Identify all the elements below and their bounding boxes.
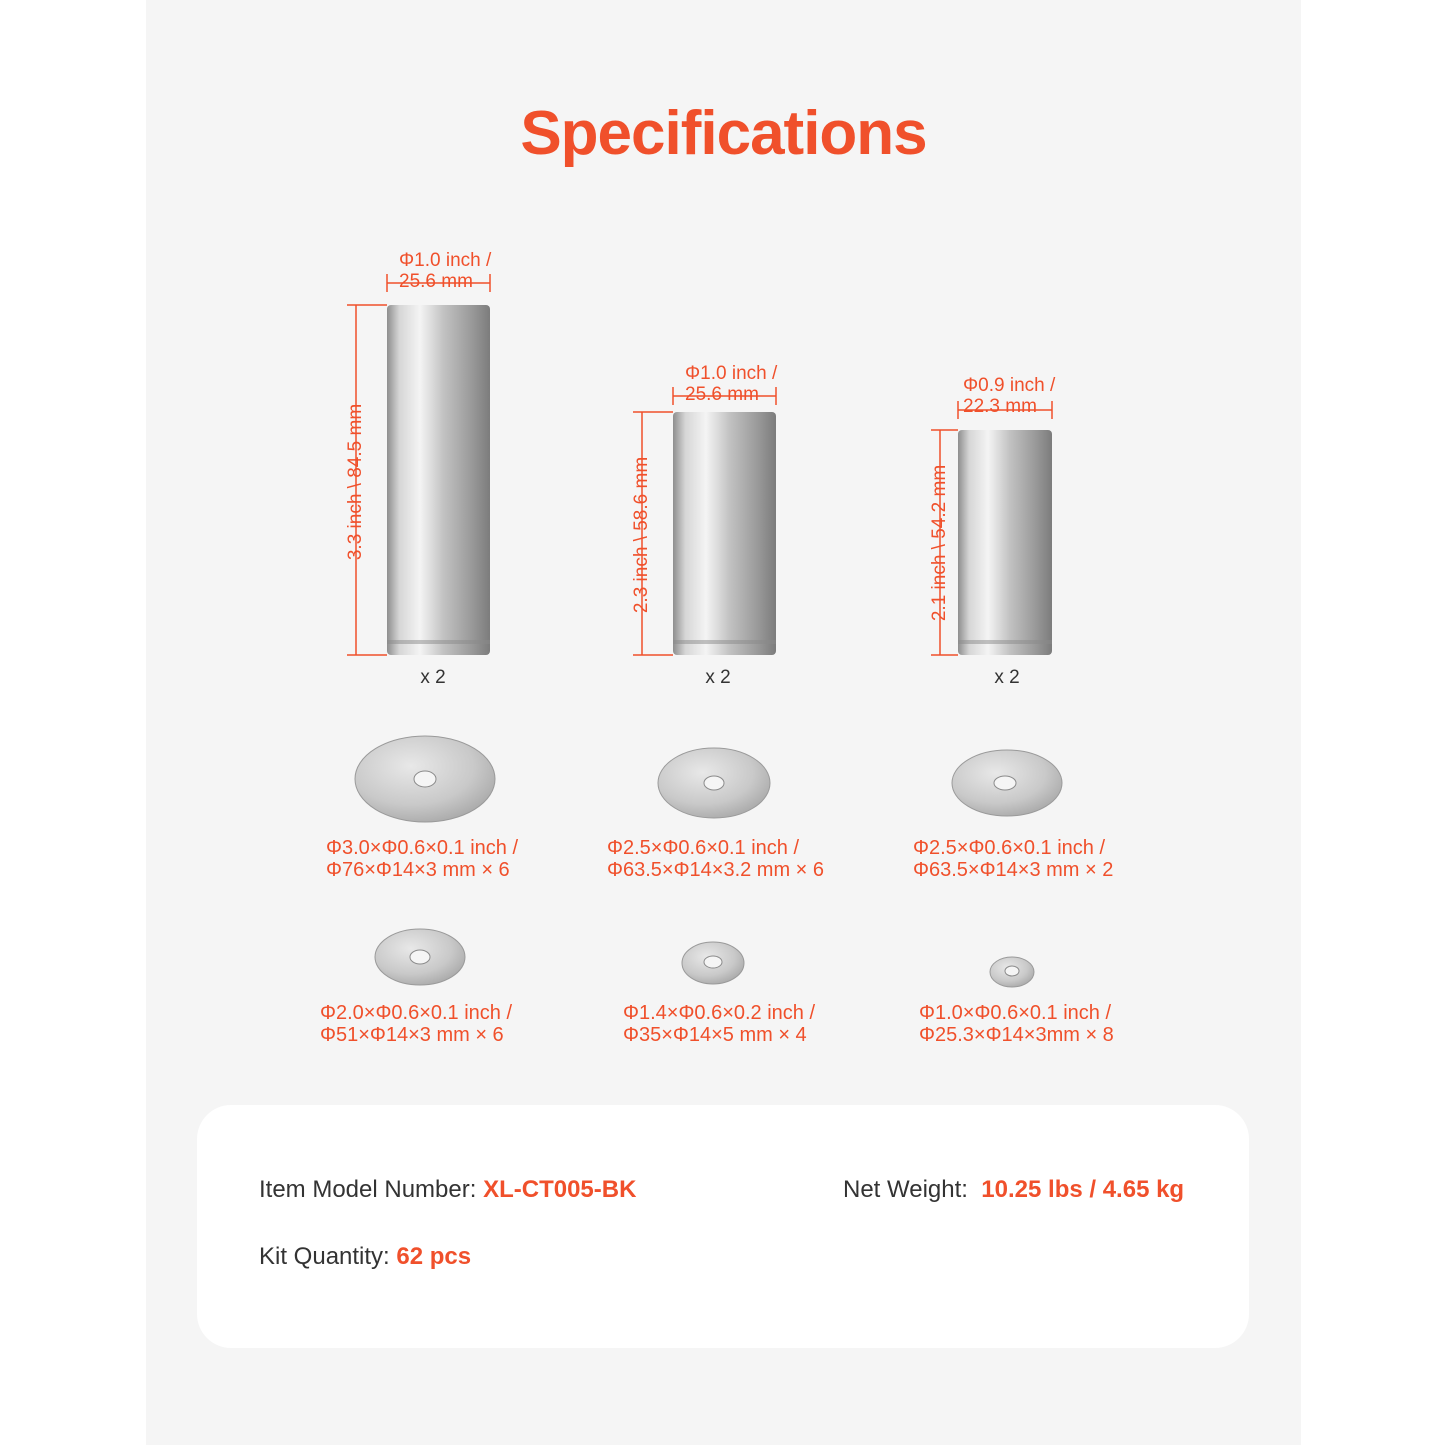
washer-51mm-label-line2: Φ51×Φ14×3 mm × 6: [320, 1024, 504, 1046]
tube-medium-height-label: 2.3 inch \ 58.6 mm: [631, 456, 652, 614]
washer-63-5mm-b-label: [913, 837, 1113, 881]
washer-51mm: [375, 929, 465, 985]
washer-25-3mm-label-line2: Φ25.3×Φ14×3mm × 8: [919, 1024, 1114, 1046]
kit-quantity-row: [259, 1243, 471, 1271]
tube-medium-diameter-label: [685, 363, 777, 405]
washer-63-5mm-b-label-line1: Φ2.5×Φ0.6×0.1 inch /: [913, 837, 1106, 859]
net-weight-label: Net Weight:: [843, 1176, 975, 1203]
washer-76mm-label-line2: Φ76×Φ14×3 mm × 6: [326, 859, 510, 881]
washer-35mm-label-line2: Φ35×Φ14×5 mm × 4: [623, 1024, 807, 1046]
tube-medium-diameter-line2: 25.6 mm: [685, 384, 759, 405]
tube-small: [958, 430, 1052, 655]
washer-25-3mm: [990, 957, 1034, 987]
washer-63-5mm-b-label-line2: Φ63.5×Φ14×3 mm × 2: [913, 859, 1114, 881]
model-number-value: XL-CT005-BK: [483, 1176, 637, 1203]
tube-large-diameter-line2: 25.6 mm: [399, 271, 473, 292]
tube-medium-diameter-line1: Φ1.0 inch /: [685, 363, 778, 384]
model-number-label: Item Model Number:: [259, 1176, 484, 1203]
tube-large-diameter-line1: Φ1.0 inch /: [399, 250, 492, 271]
tube-large-diameter-label: [399, 250, 491, 292]
washer-35mm: [682, 942, 744, 984]
kit-quantity-label: Kit Quantity:: [259, 1243, 397, 1270]
washer-51mm-label: [320, 1002, 512, 1046]
net-weight-value: 10.25 lbs / 4.65 kg: [981, 1176, 1185, 1203]
tube-small-diameter-line1: Φ0.9 inch /: [963, 375, 1056, 396]
washer-51mm-label-line1: Φ2.0×Φ0.6×0.1 inch /: [320, 1002, 513, 1024]
tube-medium-qty: x 2: [705, 667, 731, 688]
tube-large: [387, 305, 490, 655]
washer-35mm-label-line1: Φ1.4×Φ0.6×0.2 inch /: [623, 1002, 816, 1024]
washer-76mm: [355, 736, 495, 822]
tube-small-qty: x 2: [994, 667, 1020, 688]
net-weight-row: [843, 1176, 1184, 1204]
model-number-row: [259, 1176, 636, 1204]
tube-small-diameter-label: [963, 375, 1055, 417]
info-card: [197, 1105, 1249, 1348]
tube-large-qty: x 2: [420, 667, 446, 688]
washer-25-3mm-label-line1: Φ1.0×Φ0.6×0.1 inch /: [919, 1002, 1112, 1024]
tube-large-height-label: 3.3 inch \ 84.5 mm: [345, 403, 366, 561]
washer-25-3mm-label: [919, 1002, 1114, 1046]
washer-63-5mm-a: [658, 748, 770, 818]
washer-76mm-label: [326, 837, 518, 881]
washer-63-5mm-a-label-line1: Φ2.5×Φ0.6×0.1 inch /: [607, 837, 800, 859]
washer-76mm-label-line1: Φ3.0×Φ0.6×0.1 inch /: [326, 837, 519, 859]
washer-63-5mm-b: [952, 750, 1062, 816]
tube-small-height-label: 2.1 inch \ 54.2 mm: [929, 464, 950, 622]
washer-35mm-label: [623, 1002, 815, 1046]
tube-medium: [673, 412, 776, 655]
washer-63-5mm-a-label: [607, 837, 824, 881]
kit-quantity-value: 62 pcs: [396, 1243, 472, 1270]
washer-63-5mm-a-label-line2: Φ63.5×Φ14×3.2 mm × 6: [607, 859, 825, 881]
page-title: Specifications: [520, 99, 927, 168]
tube-small-diameter-line2: 22.3 mm: [963, 396, 1037, 417]
